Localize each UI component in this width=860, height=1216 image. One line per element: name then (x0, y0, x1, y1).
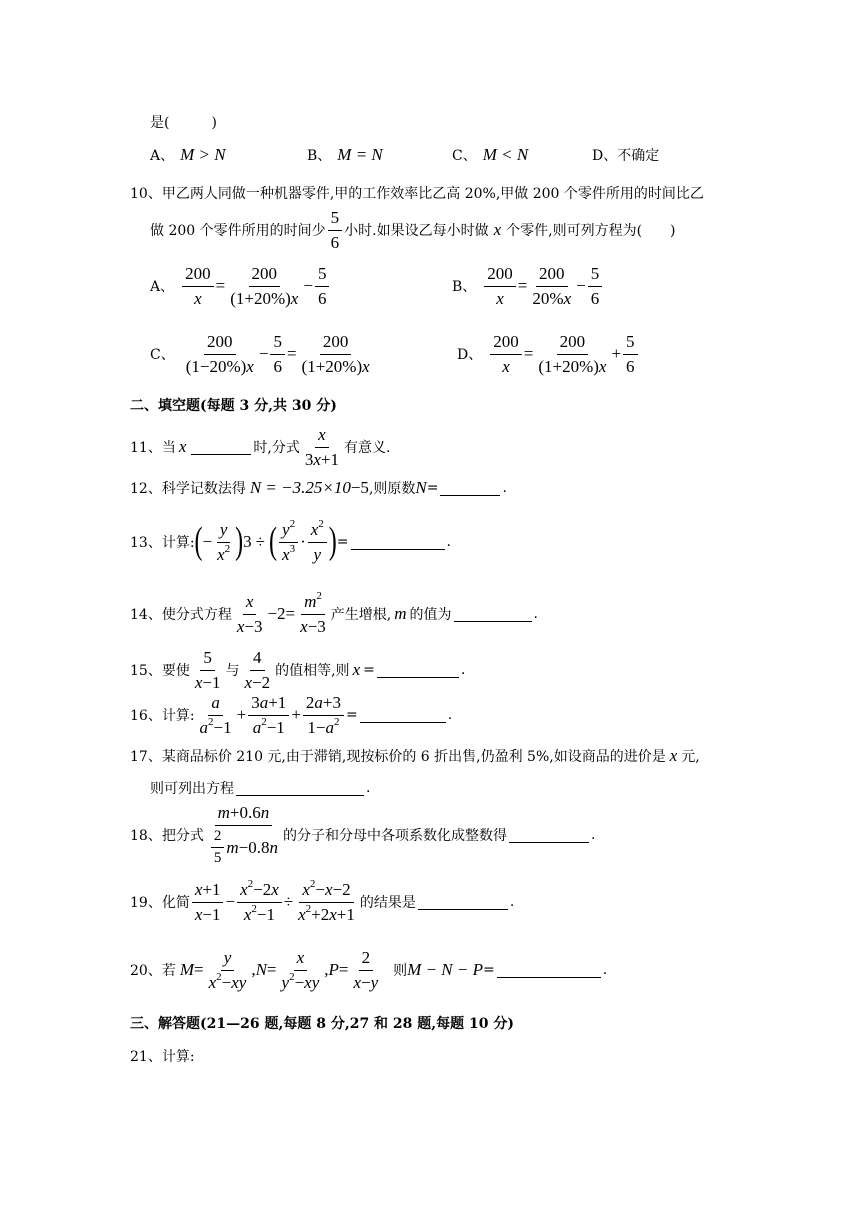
op: = (523, 344, 534, 364)
answer-blank (454, 607, 532, 622)
q15-text: 的值相等,则 (275, 663, 350, 680)
q16-text: . (447, 707, 453, 724)
op: + (291, 705, 301, 725)
q11-text: 有意义. (343, 440, 391, 457)
q12-math: N = −3.25×10 (249, 478, 351, 497)
option-label: B、 (452, 279, 477, 296)
fraction: $\frac{a}{a^2-1}$ (199, 693, 232, 737)
q10-text: 个零件,则可列方程为( ) (506, 223, 676, 240)
fraction: m+0.6n $\frac{2}{5}$ m −0.8 n (206, 803, 281, 867)
fraction: $\frac{200}{20\%x}$ (532, 264, 572, 308)
q19-text: . (509, 894, 515, 911)
fraction: $\frac{x}{y^2-xy}$ (281, 948, 320, 992)
fraction: $\frac{5}{6}$ (623, 332, 638, 376)
op: − (202, 532, 213, 552)
q16-text: 16、计算: (130, 708, 195, 725)
op: = (215, 276, 226, 296)
paren: ) (328, 520, 337, 563)
q11-text: 11、当 (130, 440, 176, 457)
q17-text: 17、某商品标价 210 元,由于滞销,现按标价的 6 折出售,仍盈利 5%,如设商品的进价是 (130, 749, 666, 765)
q10-option-c (150, 332, 375, 376)
fraction: $\frac{2}{x-y}$ (353, 948, 379, 992)
op: − (303, 276, 313, 296)
var-x: x (493, 220, 502, 240)
fraction: $\frac{y^2}{x^3}$ (279, 520, 298, 564)
fraction: $\frac{200}{(1+20\%)x}$ (230, 264, 299, 308)
fraction: $\frac{x}{x-3}$ (236, 592, 263, 636)
q16 (130, 693, 452, 737)
q10-text: 小时.如果设乙每小时做 (344, 223, 489, 240)
op: = (286, 344, 297, 364)
q15 (130, 648, 465, 692)
op: − (576, 276, 586, 296)
fraction: $\frac{x^2}{y}$ (308, 520, 327, 564)
fraction: $\frac{200}{(1-20\%)x}$ (185, 332, 254, 376)
q19 (130, 880, 514, 924)
op: −2= (267, 604, 296, 624)
answer-blank (509, 828, 589, 843)
op: = (517, 276, 528, 296)
q9-tail-text: 是( ) (150, 115, 217, 131)
q13-text: 13、计算: (130, 535, 195, 552)
op: = (338, 960, 349, 980)
fraction: $\frac{5}{6}$ (588, 264, 603, 308)
q15-text: 与 (225, 663, 240, 680)
q18-text: 的分子和分母中各项系数化成整数得 (282, 828, 507, 845)
q19-text: 19、化简 (130, 895, 190, 912)
fraction: $\frac{5}{6}$ (270, 332, 285, 376)
op: + (236, 705, 247, 725)
fraction: $\frac{200}{(1+20\%)x}$ (301, 332, 370, 376)
q10-text: 做 200 个零件所用的时间少 (150, 223, 326, 240)
fraction: $\frac{200}{x}$ (484, 264, 516, 308)
fraction: $\frac{200}{x}$ (490, 332, 522, 376)
q20-text: 则 (393, 963, 408, 980)
q10-option-b (452, 264, 604, 308)
q10-line2 (150, 208, 676, 252)
paren: ( (194, 520, 203, 563)
q12-text: = (426, 480, 439, 496)
op: , (251, 960, 256, 980)
q14-text: . (533, 606, 538, 623)
q14 (130, 592, 538, 636)
q15-text: . (460, 662, 466, 679)
q13-text: . (446, 534, 451, 551)
option-label: C、 (150, 347, 175, 364)
op: , (324, 960, 329, 980)
section-2-heading (130, 395, 337, 415)
q19-text: 的结果是 (359, 895, 416, 912)
q11 (130, 425, 390, 469)
fraction: $\frac{y}{x^2-xy}$ (208, 948, 247, 992)
op: − (258, 344, 269, 364)
fraction: $\frac{4}{x-2}$ (244, 648, 271, 692)
answer-blank (377, 663, 459, 678)
q21-text: 21、计算: (130, 1049, 195, 1065)
section-title: 三、解答题(21—26 题,每题 8 分,27 和 28 题,每题 10 分) (130, 1016, 515, 1032)
fraction: $\frac{5}{6}$ (328, 208, 343, 252)
var-x: x (669, 746, 678, 765)
q17-text: . (366, 780, 371, 796)
option-label: D、不确定 (592, 148, 660, 164)
op: − (225, 892, 236, 912)
option-math: M > N (180, 145, 226, 164)
q18-text: 18、把分式 (130, 828, 204, 845)
q10-option-d (457, 332, 640, 376)
fraction: $\frac{200}{x}$ (182, 264, 214, 308)
q13-text: = (336, 534, 349, 551)
fraction: $\frac{200}{(1+20\%)x}$ (538, 332, 607, 376)
op: ÷ (283, 892, 294, 912)
q15-text: 15、要使 (130, 663, 190, 680)
q17-line2 (150, 778, 370, 798)
fraction: $\frac{3a+1}{a^2-1}$ (248, 693, 289, 737)
fraction: $\frac{5}{6}$ (315, 264, 330, 308)
var-m: M (179, 960, 194, 980)
fraction: $\frac{x+1}{x-1}$ (192, 880, 224, 924)
q14-text: 产生增根, (330, 607, 392, 624)
q9-tail (150, 112, 217, 132)
answer-blank (440, 481, 500, 496)
q12-text: ,则原数 (368, 481, 416, 497)
var-p: P (328, 960, 339, 980)
answer-blank (360, 708, 446, 723)
op: · (300, 532, 306, 552)
paren: ) (235, 520, 244, 563)
q10-text: 10、甲乙两人同做一种机器零件,甲的工作效率比乙高 20%,甲做 200 个零件所用的时间比乙 (130, 186, 704, 202)
q14-text: 的值为 (409, 607, 452, 624)
option-label: A、 (150, 279, 175, 296)
q16-text: = (346, 707, 358, 724)
fraction: $\frac{2a+3}{1-a^2}$ (303, 693, 344, 737)
answer-blank (497, 963, 601, 978)
q14-text: 14、使分式方程 (130, 607, 232, 624)
answer-blank (351, 535, 445, 550)
q12-text: 12、科学记数法得 (130, 481, 246, 497)
answer-blank (191, 440, 251, 455)
fraction: $\frac{x^2-x-2}{x^2+2x+1}$ (298, 878, 355, 924)
q17-text: 则可列出方程 (150, 781, 234, 797)
fraction: $\frac{m^2}{x-3}$ (300, 590, 326, 636)
q17-text: 元, (681, 749, 700, 765)
section-3-heading (130, 1013, 514, 1033)
q9-option-c (452, 145, 528, 165)
q12-text: . (502, 480, 507, 496)
answer-blank (236, 781, 364, 796)
option-label: D、 (457, 347, 483, 364)
option-math: M = N (337, 145, 383, 164)
q20 (130, 948, 607, 992)
q9-option-a (150, 145, 226, 165)
var-x: x (178, 437, 187, 457)
op: + (611, 344, 622, 364)
var-x: x (352, 660, 361, 680)
fraction: $\frac{y}{x^2}$ (217, 520, 231, 564)
section-title: 二、填空题(每题 3 分,共 30 分) (130, 398, 337, 414)
q20-expression: M − N − P (407, 960, 483, 980)
paren: ( (269, 520, 278, 563)
q20-text: = (483, 962, 495, 979)
q18 (130, 803, 595, 867)
var-n: N (255, 960, 267, 980)
q20-text: 20、若 (130, 963, 176, 980)
q9-option-d (592, 145, 659, 165)
op: = (266, 960, 277, 980)
fraction: $\frac{x}{3x+1}$ (304, 425, 339, 469)
q13: 13、计算: ( − $\frac{y}{x^2}$ ) 3 ÷ ( $\frac{y^2}{x^3}$ · $\frac{x^2}{y}$ ) = . (130, 518, 451, 564)
q15-text: = (363, 662, 375, 679)
q9-option-b (307, 145, 383, 165)
var-n: N (415, 478, 427, 497)
q17-line1 (130, 746, 700, 766)
op: = (194, 960, 204, 980)
fraction: $\frac{x^2-2x}{x^2-1}$ (237, 880, 282, 924)
fraction: $\frac{5}{x-1}$ (194, 648, 221, 692)
q12: 12、科学记数法得 N = −3.25×10 −5 ,则原数 N = . (130, 478, 507, 497)
q10-line1 (130, 183, 704, 203)
q20-text: . (602, 962, 608, 979)
option-math: M < N (482, 145, 529, 164)
option-label: B、 (307, 148, 332, 164)
op: ÷ (255, 532, 266, 552)
q21 (130, 1046, 195, 1066)
answer-blank (418, 895, 508, 910)
var-m: m (394, 604, 407, 624)
option-label: C、 (452, 148, 477, 164)
q18-text: . (590, 827, 596, 844)
option-label: A、 (150, 148, 175, 164)
q10-option-a (150, 264, 331, 308)
q11-text: 时,分式 (253, 440, 300, 457)
